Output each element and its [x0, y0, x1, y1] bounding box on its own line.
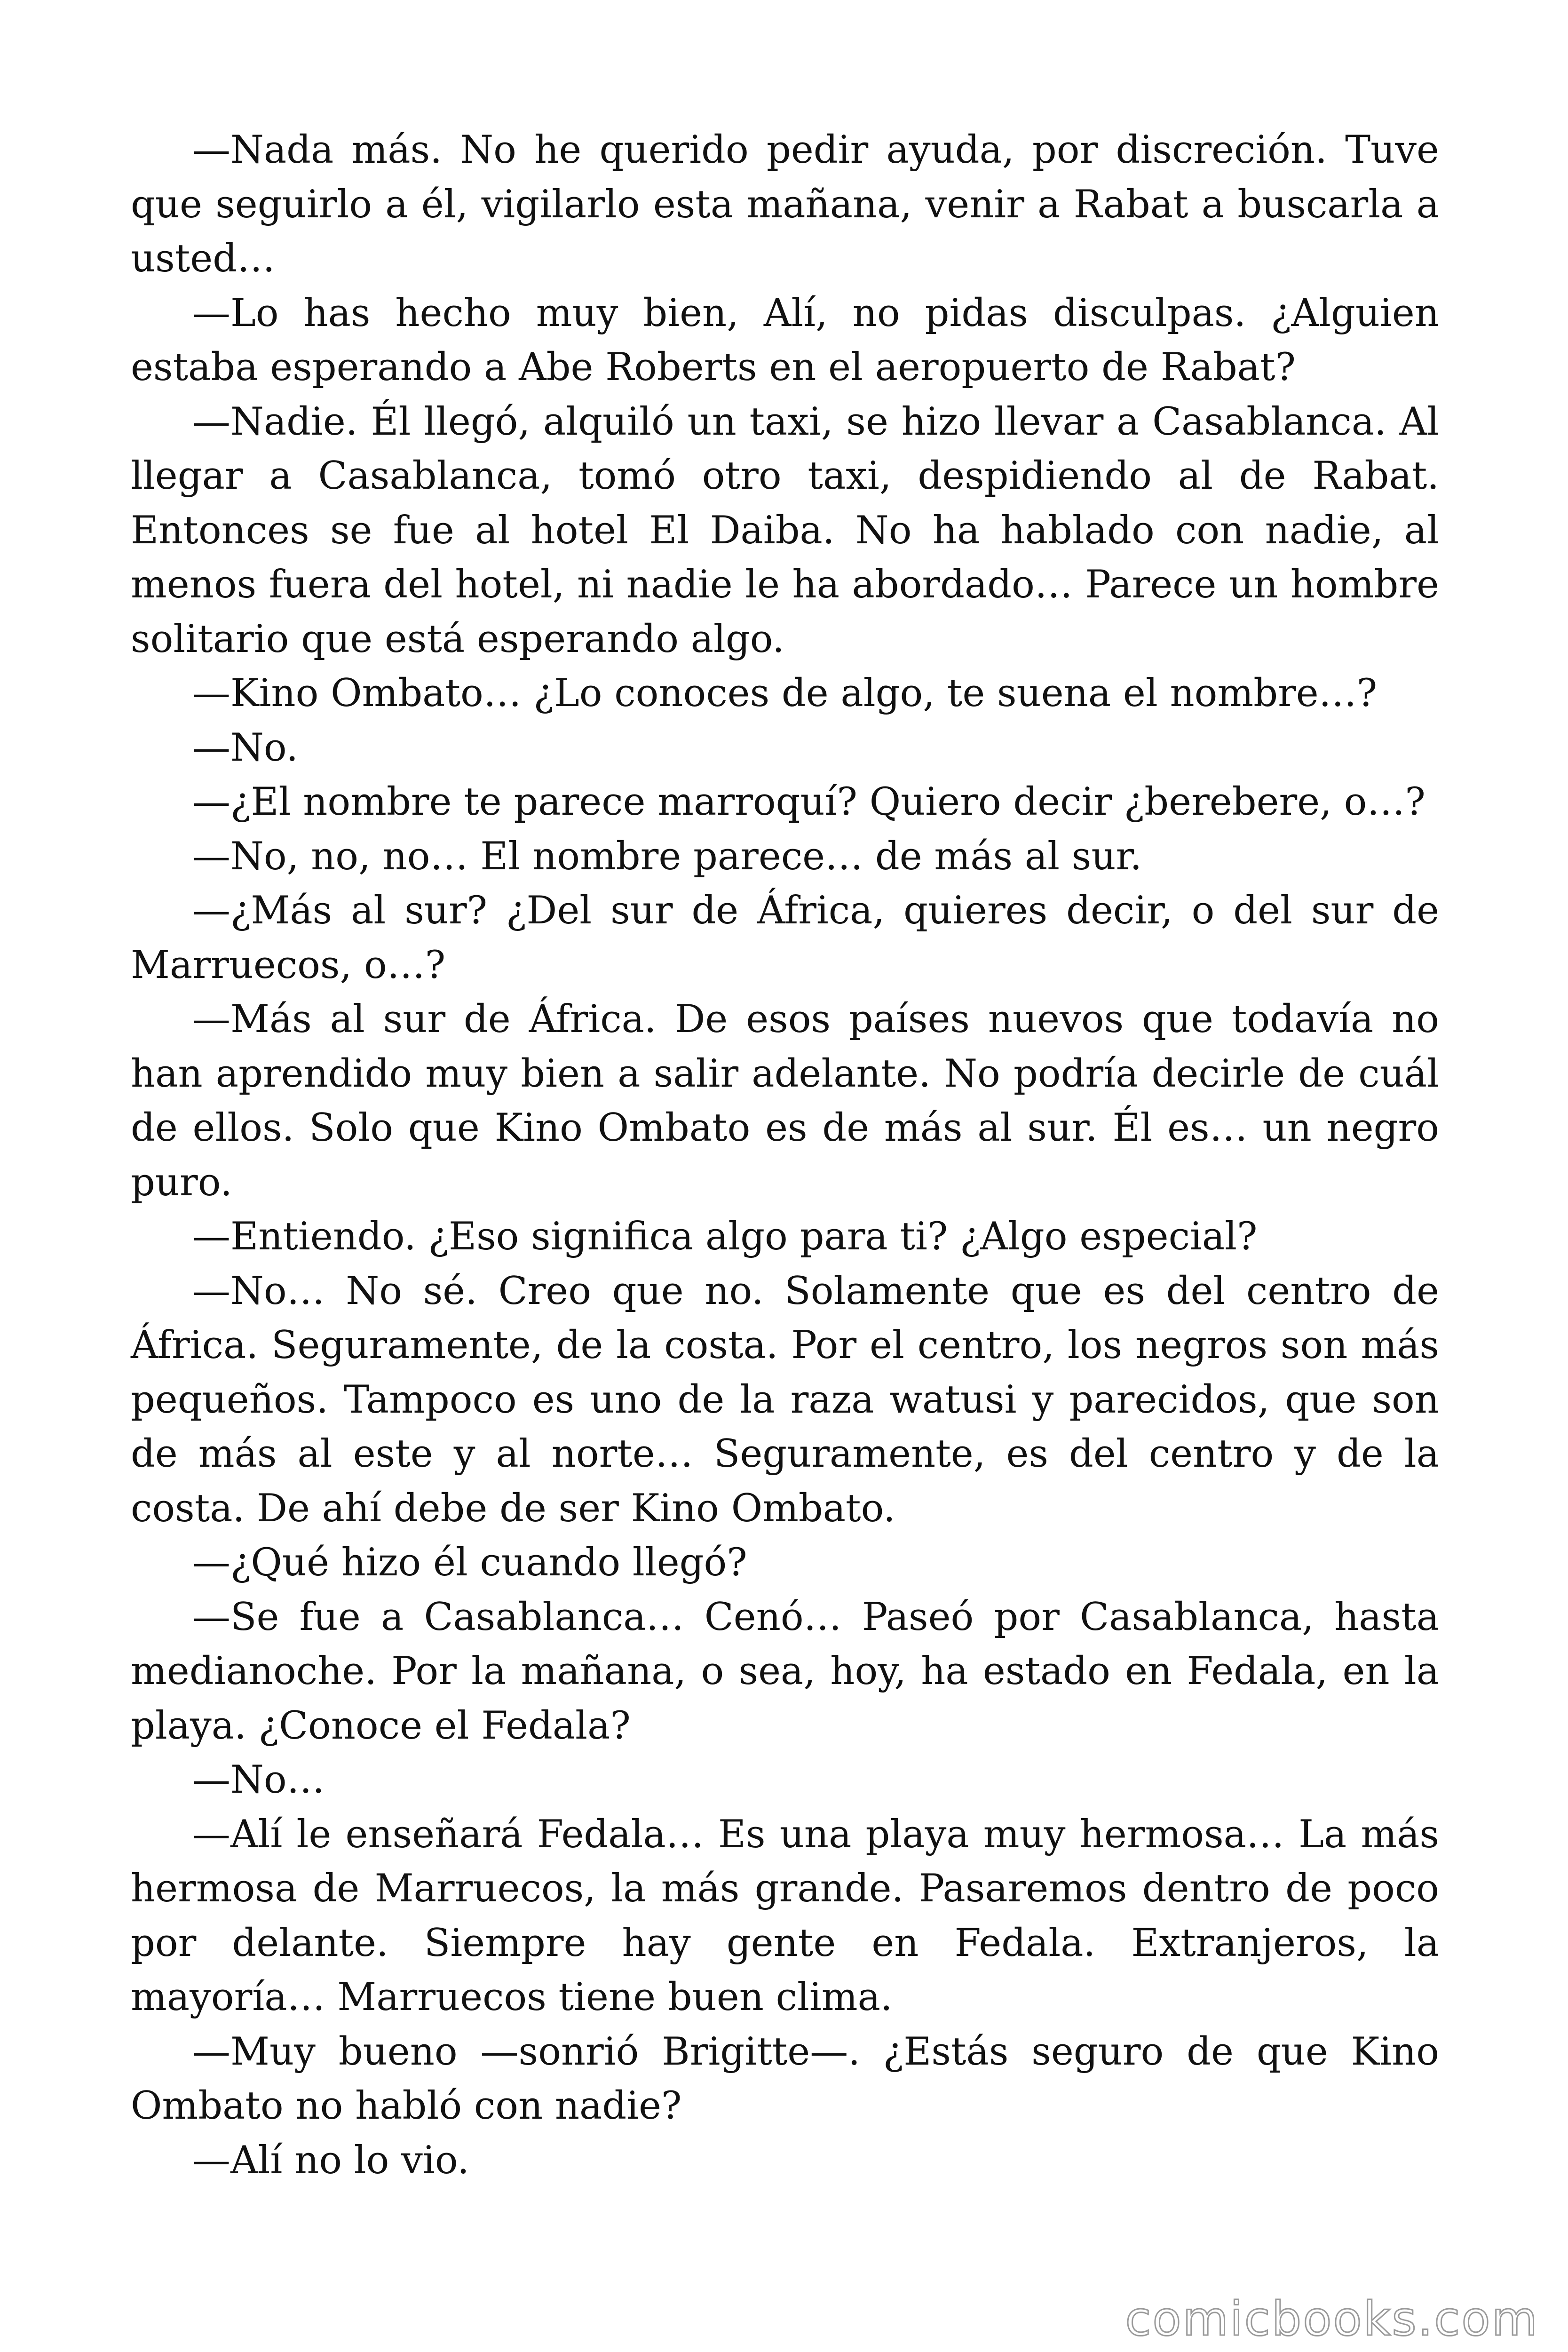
- paragraph: —Nadie. Él llegó, alquiló un taxi, se hizo llevar a Casablanca. Al llegar a Casablanca, tomó otro taxi, despidiendo al de Rabat. Entonces se fue al hotel El Daiba. No ha hablado con nadie, al menos fuera del hotel, ni nadie le ha abordado… Parece un hombre solitario que está esperando algo.: [131, 399, 1439, 661]
- paragraph: —Más al sur de África. De esos países nuevos que todavía no han aprendido muy bien a salir adelante. No podría decirle de cuál de ellos. Solo que Kino Ombato es de más al sur. Él es… un negro puro.: [131, 997, 1439, 1205]
- paragraph: —No… No sé. Creo que no. Solamente que es del centro de África. Seguramente, de la costa. Por el centro, los negros son más pequeños. Tampoco es uno de la raza watusi y parecidos, que son de más al este y al norte… Seguramente, es del centro y de la costa. De ahí debe de ser Kino Ombato.: [131, 1269, 1439, 1531]
- paragraph: —Alí le enseñará Fedala… Es una playa muy hermosa… La más hermosa de Marruecos, la más grande. Pasaremos dentro de poco por delante. Siempre hay gente en Fedala. Extranjeros, la mayoría… Marruecos tiene buen clima.: [131, 1812, 1439, 2019]
- paragraph: —No…: [192, 1758, 325, 1802]
- paragraph: —¿Más al sur? ¿Del sur de África, quieres decir, o del sur de Marruecos, o…?: [131, 889, 1439, 987]
- paragraph: —Entiendo. ¿Eso significa algo para ti? ¿Algo especial?: [192, 1215, 1258, 1259]
- watermark-logo: comicbooks.com: [1125, 2291, 1539, 2346]
- paragraph: —Alí no lo vio.: [192, 2138, 469, 2183]
- paragraph: —Kino Ombato… ¿Lo conoces de algo, te suena el nombre…?: [192, 671, 1378, 715]
- paragraph: —¿El nombre te parece marroquí? Quiero decir ¿berebere, o…?: [192, 780, 1425, 824]
- book-page-text: [131, 123, 1439, 2188]
- paragraph: —Nada más. No he querido pedir ayuda, por discreción. Tuve que seguirlo a él, vigilarlo esta mañana, venir a Rabat a buscarla a usted…: [131, 128, 1439, 281]
- paragraph: —Muy bueno —sonrió Brigitte—. ¿Estás seguro de que Kino Ombato no habló con nadie?: [131, 2029, 1439, 2128]
- paragraph: —Se fue a Casablanca… Cenó… Paseó por Casablanca, hasta medianoche. Por la mañana, o sea, hoy, ha estado en Fedala, en la playa. ¿Conoce el Fedala?: [131, 1595, 1439, 1748]
- paragraph: —No, no, no… El nombre parece… de más al sur.: [192, 834, 1142, 879]
- paragraph: —¿Qué hizo él cuando llegó?: [192, 1541, 747, 1585]
- paragraph: —No.: [192, 725, 298, 770]
- paragraph: —Lo has hecho muy bien, Alí, no pidas disculpas. ¿Alguien estaba esperando a Abe Roberts en el aeropuerto de Rabat?: [131, 291, 1439, 389]
